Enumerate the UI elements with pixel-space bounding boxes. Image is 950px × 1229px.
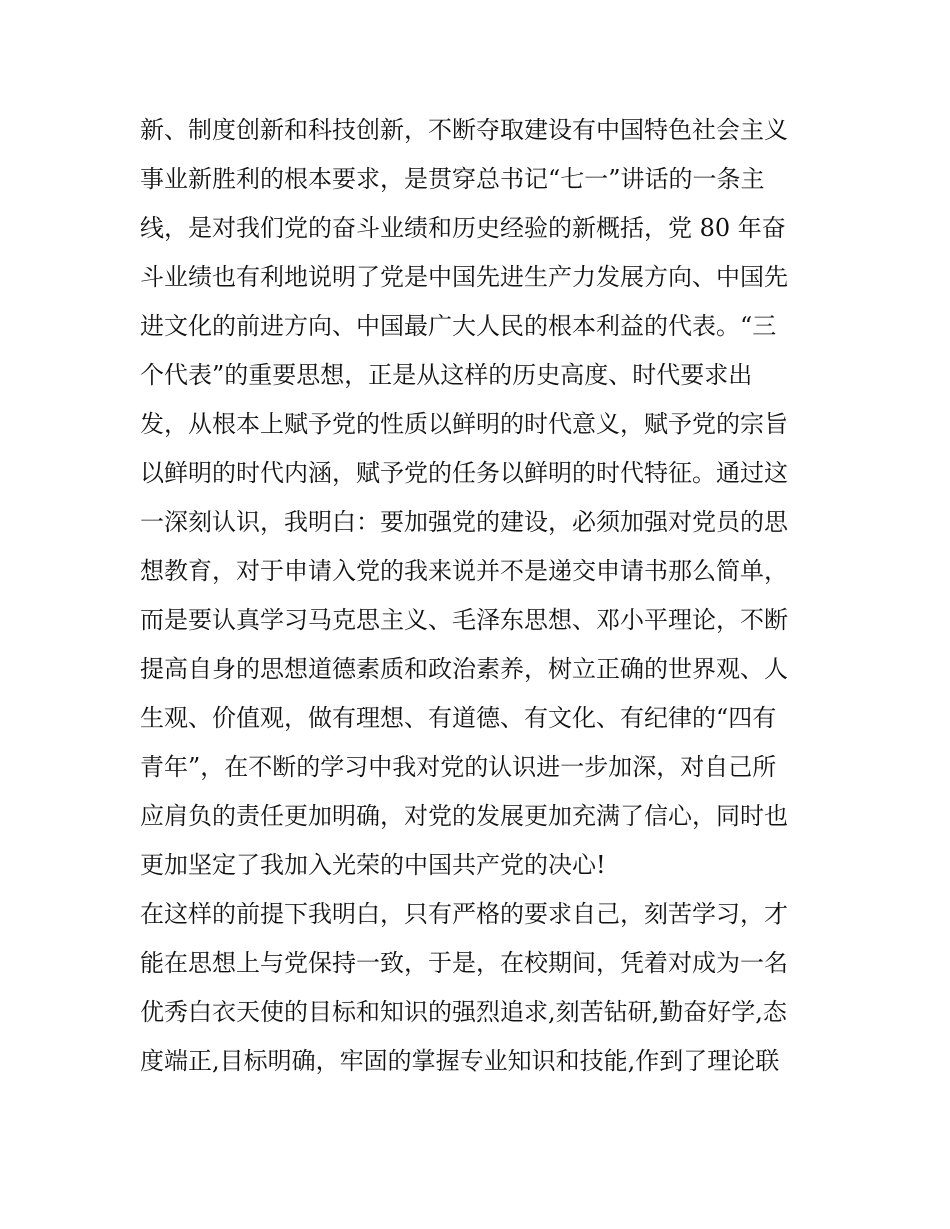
body-text [140,106,830,1086]
text-line: 生观、价值观，做有理想、有道德、有文化、有纪律的“四有 [140,704,777,732]
text-line: 新、制度创新和科技创新，不断夺取建设有中国特色社会主义 [140,116,788,144]
text-line: 能在思想上与党保持一致，于是，在校期间，凭着对成为一名 [140,949,788,977]
text-line: 线，是对我们党的奋斗业绩和历史经验的新概括，党 80 年奋 [140,214,786,242]
text-line: 而是要认真学习马克思主义、毛泽东思想、邓小平理论，不断 [140,606,788,634]
text-line: 想教育，对于申请入党的我来说并不是递交申请书那么简单， [140,557,788,585]
text-line: 事业新胜利的根本要求，是贯穿总书记“七一”讲话的一条主 [140,165,765,193]
text-line: 青年”，在不断的学习中我对党的认识进一步加深，对自己所 [140,753,777,781]
text-line: 发，从根本上赋予党的性质以鲜明的时代意义，赋予党的宗旨 [140,410,788,438]
text-line: 一深刻认识，我明白：要加强党的建设，必须加强对党员的思 [140,508,788,536]
text-line: 度端正,目标明确，牢固的掌握专业知识和技能,作到了理论联 [140,1047,780,1075]
text-line: 在这样的前提下我明白，只有严格的要求自己，刻苦学习，才 [140,900,788,928]
text-line: 个代表”的重要思想，正是从这样的历史高度、时代要求出 [140,361,753,389]
text-line: 提高自身的思想道德素质和政治素养，树立正确的世界观、人 [140,655,788,683]
text-line: 应肩负的责任更加明确，对党的发展更加充满了信心，同时也 [140,802,788,830]
text-line: 以鲜明的时代内涵，赋予党的任务以鲜明的时代特征。通过这 [140,459,788,487]
text-line: 斗业绩也有利地说明了党是中国先进生产力发展方向、中国先 [140,263,788,291]
text-line: 优秀白衣天使的目标和知识的强烈追求,刻苦钻研,勤奋好学,态 [140,998,787,1026]
text-line: 更加坚定了我加入光荣的中国共产党的决心! [140,851,606,879]
text-line: 进文化的前进方向、中国最广大人民的根本利益的代表。“三 [140,312,777,340]
